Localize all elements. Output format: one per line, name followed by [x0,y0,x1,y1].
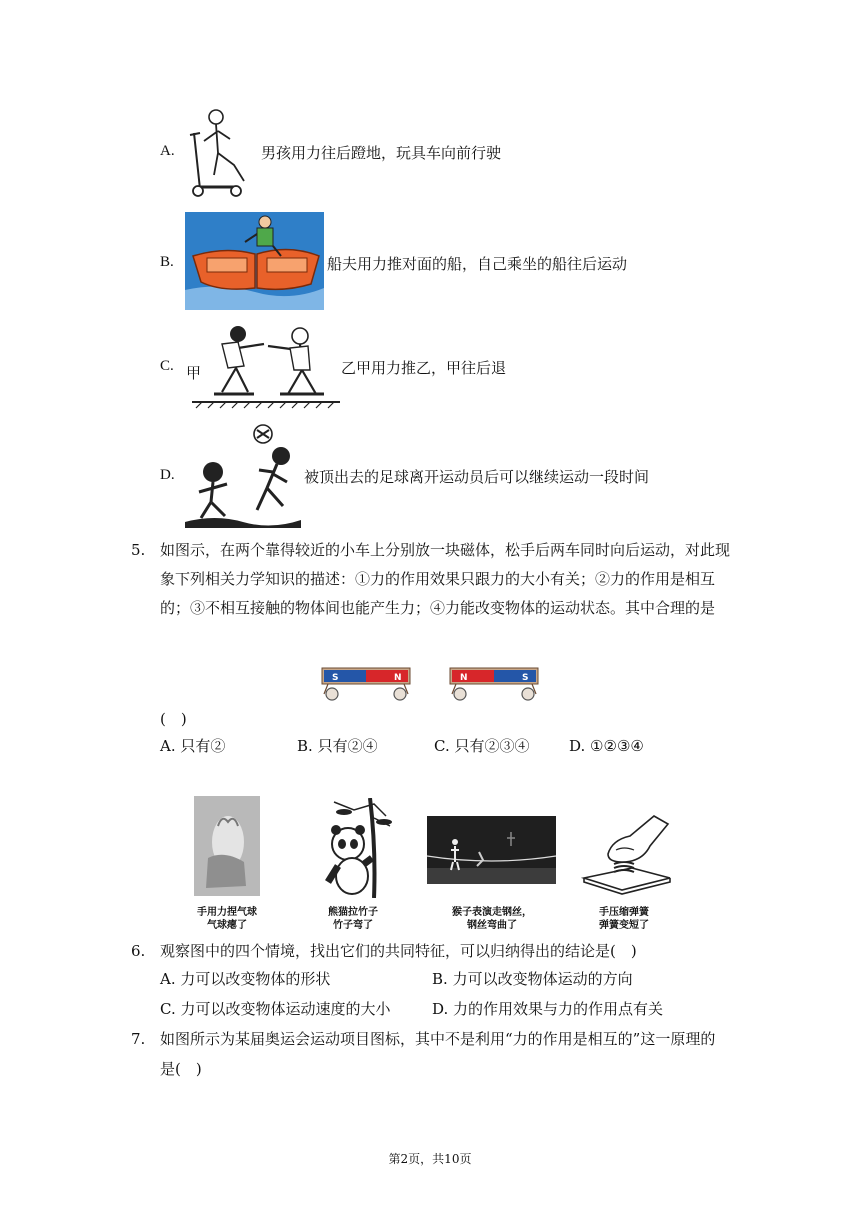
q6-option-b-label: B. [432,970,448,988]
option-a-text: 男孩用力往后蹬地，玩具车向前行驶 [261,144,502,162]
yi-mark: 乙 [341,359,357,377]
q5-option-d-text: ①②③④ [590,737,644,755]
q5-option-b[interactable] [297,732,378,760]
q5-number: 5. [131,541,146,559]
q6-number: 6. [131,942,146,960]
caption-spring-line2: 弹簧变短了 [599,920,649,931]
caption-balloon [170,906,284,932]
scooter-boy-illustration [186,105,258,199]
caption-spring [572,906,676,932]
option-d-label: D. [160,467,175,483]
option-c-text: 甲用力推乙，甲往后退 [356,359,507,377]
caption-spring-line1: 手压缩弹簧 [599,907,649,918]
option-d-text: 被顶出去的足球离开运动员后可以继续运动一段时间 [304,468,650,486]
soccer-header-illustration [185,422,301,528]
q6-option-c-text: 力可以改变物体运动速度的大小 [180,1000,391,1018]
q7-line-1: 如图所示为某届奥运会运动项目图标，其中不是利用“力的作用是相互的”这一原理的 [160,1030,716,1048]
q5-option-d-label: D. [569,737,586,755]
magnet-cart-right [446,660,542,702]
q7-line-2: 是( ) [160,1060,202,1078]
q6-option-a[interactable] [160,965,330,993]
magnet-cart-left [318,660,414,702]
magnet-left-pole-s: S [332,673,339,683]
q5-option-b-text: 只有②④ [317,737,378,755]
caption-balloon-line1: 手用力捏气球 [197,907,257,918]
q5-option-c-label: C. [434,737,450,755]
q6-stem: 观察图中的四个情境，找出它们的共同特征，可以归纳得出的结论是( ) [160,942,637,960]
jia-mark: 甲 [186,364,202,382]
q6-option-a-text: 力可以改变物体的形状 [180,970,331,988]
q5-option-c[interactable] [434,732,530,760]
q6-option-d-label: D. [432,1000,449,1018]
q6-option-b[interactable] [432,965,633,993]
q5-option-a-label: A. [160,737,176,755]
q6-option-b-text: 力可以改变物体运动的方向 [452,970,633,988]
q7-number: 7. [131,1030,146,1048]
panda-illustration [314,798,394,898]
q5-line-3: 的；③不相互接触的物体间也能产生力；④力能改变物体的运动状态。其中合理的是 [160,599,716,617]
q5-option-a-text: 只有② [180,737,226,755]
q5-line-1: 如图示，在两个靠得较近的小车上分别放一块磁体，松手后两车同时向后运动，对此现 [160,541,731,559]
boats-illustration [185,212,324,310]
magnet-right-pole-n: N [460,673,468,683]
caption-panda-line2: 竹子弯了 [333,920,373,931]
caption-monkey [432,906,552,932]
q5-option-b-label: B. [297,737,313,755]
spring-press-illustration [578,806,672,896]
q6-option-d[interactable] [432,995,663,1023]
q6-option-a-label: A. [160,970,176,988]
option-a-label: A. [160,143,175,159]
caption-panda [296,906,410,932]
q5-option-c-text: 只有②③④ [454,737,530,755]
q6-option-d-text: 力的作用效果与力的作用点有关 [453,1000,664,1018]
page-footer: 第2页，共10页 [388,1152,472,1166]
q6-option-c-label: C. [160,1000,176,1018]
magnet-right-pole-s: S [522,673,529,683]
q5-blank: ( ) [160,710,187,728]
option-b-text: 船夫用力推对面的船，自己乘坐的船往后运动 [327,255,628,273]
magnet-left-pole-n: N [394,673,402,683]
caption-balloon-line2: 气球瘪了 [207,920,247,931]
skateboard-push-illustration [192,322,340,410]
option-b-label: B. [160,254,174,270]
option-c-label: C. [160,358,174,374]
q5-option-d[interactable] [569,732,644,760]
caption-monkey-line1: 猴子表演走钢丝， [452,907,532,918]
tightrope-photo [427,816,556,884]
caption-panda-line1: 熊猫拉竹子 [328,907,378,918]
caption-monkey-line2: 钢丝弯曲了 [467,920,517,931]
q6-option-c[interactable] [160,995,391,1023]
q5-option-a[interactable] [160,732,225,760]
balloon-photo [194,796,260,896]
q5-line-2: 象下列相关力学知识的描述：①力的作用效果只跟力的大小有关；②力的作用是相互 [160,570,716,588]
